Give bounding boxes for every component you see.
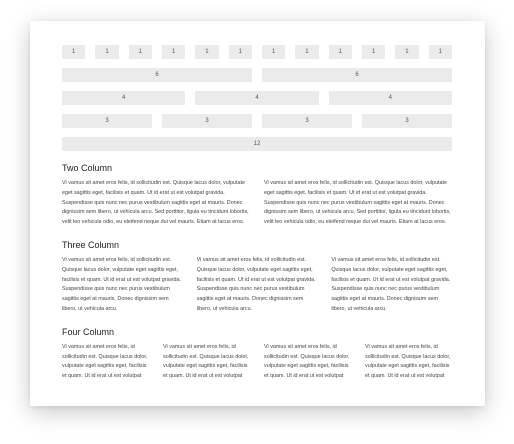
- grid-cell-1: 1: [262, 45, 285, 59]
- grid-cell-4: 4: [329, 91, 452, 105]
- grid-cell-3: 3: [262, 114, 352, 128]
- grid-cell-4: 4: [195, 91, 318, 105]
- section-title: Four Column: [62, 326, 115, 337]
- section-title: Three Column: [62, 239, 120, 250]
- text-column: Vi vamus sit amet eros felis, id sollicitudin est. Quisque lacus dolor, vulputate eget sagittis eget, facilisis et quam. Ut id erat ut est volutpat: [264, 343, 350, 380]
- text-row: [62, 343, 452, 382]
- text-column: Vi vamus sit amet eros felis, id sollicitudin est. Quisque lacus dolor, vulputate eget sagittis eget, facilisis et quam. Ut id erat ut est volutpat gravida. Suspendisse quis nunc nec purus vestibulum sagittis eget at mauris. Donec dignissim sem libero, ut vehicula arcu. Sed porttitor, ligula eu tincidunt lobortis, velit leo vehicula odio, eu eleifend neque dui vel mauris. Etiam at lacus eros.: [62, 180, 249, 226]
- section-three-column: [62, 240, 452, 315]
- grid-cell-1: 1: [129, 45, 152, 59]
- grid-demo: [62, 45, 452, 151]
- text-column: Vi vamus sit amet eros felis, id sollicitudin est. Quisque lacus dolor, vulputate eget sagittis eget, facilisis et quam. Ut id erat ut est volutpat: [163, 343, 249, 380]
- text-column: Vi vamus sit amet eros felis, id sollicitudin est. Quisque lacus dolor, vulputate eget sagittis eget, facilisis et quam. Ut id erat ut est volutpat gravida. Suspendisse quis nunc nec purus vestibulum sagittis eget at mauris. Donec dignissim sem libero, ut vehicula arcu.: [62, 256, 181, 312]
- grid-cell-1: 1: [62, 45, 85, 59]
- grid-cell-1: 1: [429, 45, 452, 59]
- grid-cell-1: 1: [329, 45, 352, 59]
- grid-cell-4: 4: [62, 91, 185, 105]
- grid-cell-1: 1: [395, 45, 418, 59]
- grid-cell-12: 12: [62, 137, 452, 151]
- grid-cell-6: 6: [62, 68, 252, 82]
- grid-cell-6: 6: [262, 68, 452, 82]
- grid-cell-3: 3: [162, 114, 252, 128]
- grid-cell-1: 1: [162, 45, 185, 59]
- grid-cell-1: 1: [95, 45, 118, 59]
- text-column: Vi vamus sit amet eros felis, id sollicitudin est. Quisque lacus dolor, vulputate eget sagittis eget, facilisis et quam. Ut id erat ut est volutpat gravida. Suspendisse quis nunc nec purus vestibulum sagittis eget at mauris. Donec dignissim sem libero, ut vehicula arcu.: [331, 256, 451, 312]
- grid-cell-3: 3: [362, 114, 452, 128]
- text-row: [62, 179, 452, 228]
- card-inner: [62, 45, 452, 382]
- grid-row-quarters: [62, 114, 452, 128]
- section-four-column: [62, 327, 452, 382]
- grid-row-full: [62, 137, 452, 151]
- content-card: [30, 21, 485, 406]
- grid-row-twelfths: [62, 45, 452, 59]
- grid-row-halves: [62, 68, 452, 82]
- grid-cell-1: 1: [229, 45, 252, 59]
- text-column: Vi vamus sit amet eros felis, id sollicitudin est. Quisque lacus dolor, vulputate eget sagittis eget, facilisis et quam. Ut id erat ut est volutpat gravida. Suspendisse quis nunc nec purus vestibulum sagittis eget at mauris. Donec dignissim sem libero, ut vehicula arcu.: [196, 256, 316, 312]
- section-two-column: [62, 163, 452, 228]
- grid-cell-3: 3: [62, 114, 152, 128]
- grid-cell-1: 1: [195, 45, 218, 59]
- text-column: Vi vamus sit amet eros felis, id sollicitudin est. Quisque lacus dolor, vulputate eget sagittis eget, facilisis et quam. Ut id erat ut est volutpat: [365, 343, 451, 380]
- grid-cell-1: 1: [295, 45, 318, 59]
- text-column: Vi vamus sit amet eros felis, id sollicitudin est. Quisque lacus dolor, vulputate eget sagittis eget, facilisis et quam. Ut id erat ut est volutpat gravida. Suspendisse quis nunc nec purus vestibulum sagittis eget at mauris. Donec dignissim sem libero, ut vehicula arcu. Sed porttitor, ligula eu tincidunt lobortis, velit leo vehicula odio, eu eleifend neque dui vel mauris. Etiam at lacus eros.: [264, 180, 451, 226]
- grid-row-thirds: [62, 91, 452, 105]
- text-row: [62, 256, 452, 315]
- text-column: Vi vamus sit amet eros felis, id sollicitudin est. Quisque lacus dolor, vulputate eget sagittis eget, facilisis et quam. Ut id erat ut est volutpat: [62, 343, 148, 380]
- grid-cell-1: 1: [362, 45, 385, 59]
- section-title: Two Column: [62, 163, 113, 173]
